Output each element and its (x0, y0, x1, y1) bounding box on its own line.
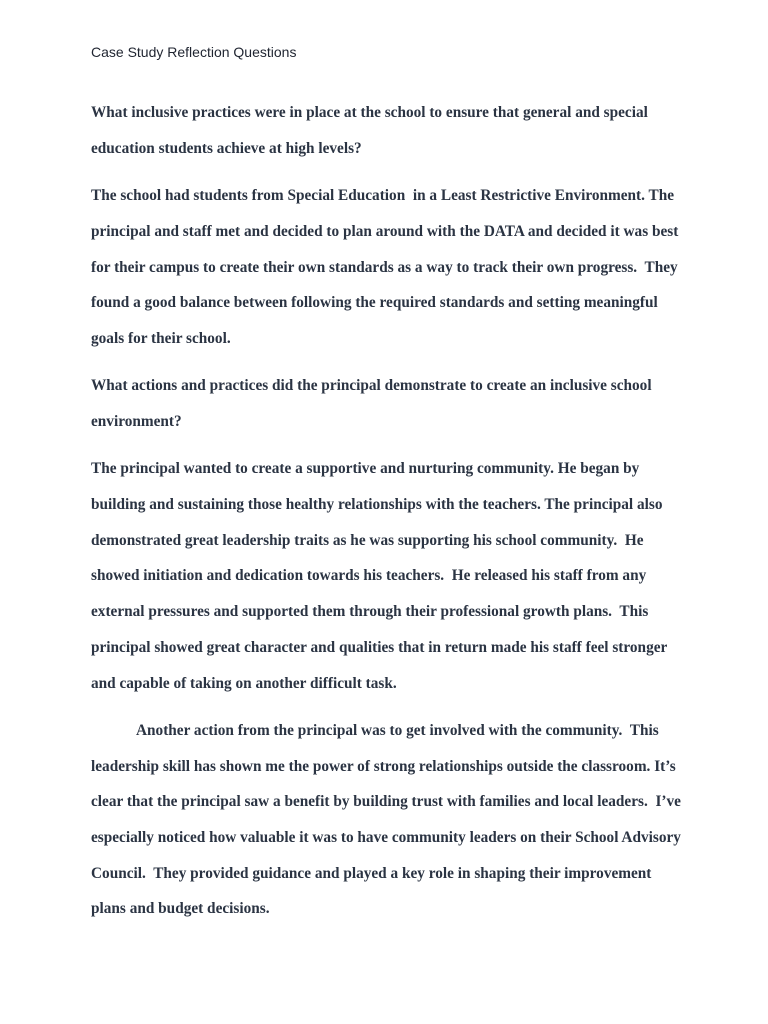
answer-3-line-4: especially noticed how valuable it was to have community leaders on their School Advisory (91, 829, 681, 846)
answer-3-line-2: leadership skill has shown me the power of strong relationships outside the classroom. It’s (91, 758, 676, 775)
answer-1-line-2: principal and staff met and decided to plan around with the DATA and decided it was best (91, 223, 679, 240)
question-1-line-2: education students achieve at high levels? (91, 140, 362, 157)
answer-1-line-1: The school had students from Special Education in a Least Restrictive Environment. The (91, 187, 675, 204)
answer-3-line-3: clear that the principal saw a benefit by building trust with families and local leaders. I’ve (91, 793, 681, 810)
question-2-line-1: What actions and practices did the principal demonstrate to create an inclusive school (91, 377, 652, 394)
answer-2-line-5: external pressures and supported them through their professional growth plans. This (91, 603, 649, 620)
question-1-line-1: What inclusive practices were in place at the school to ensure that general and special (91, 104, 648, 121)
answer-2-line-4: showed initiation and dedication towards his teachers. He released his staff from any (91, 567, 647, 584)
answer-2-line-2: building and sustaining those healthy relationships with the teachers. The principal also (91, 496, 663, 513)
answer-3-line-1: Another action from the principal was to get involved with the community. This (136, 722, 659, 739)
question-2-line-2: environment? (91, 413, 182, 430)
answer-1-line-4: found a good balance between following the required standards and setting meaningful (91, 294, 658, 311)
answer-2-line-6: principal showed great character and qualities that in return made his staff feel stronger (91, 639, 668, 656)
answer-2-line-1: The principal wanted to create a supportive and nurturing community. He began by (91, 460, 640, 477)
answer-3-line-6: plans and budget decisions. (91, 900, 270, 917)
answer-1-line-5: goals for their school. (91, 330, 231, 347)
answer-2-line-3: demonstrated great leadership traits as he was supporting his school community. He (91, 532, 644, 549)
document-header: Case Study Reflection Questions (91, 44, 297, 60)
answer-1-line-3: for their campus to create their own standards as a way to track their own progress. They (91, 259, 678, 276)
answer-3-line-5: Council. They provided guidance and played a key role in shaping their improvement (91, 865, 652, 882)
answer-2-line-7: and capable of taking on another difficult task. (91, 675, 397, 692)
